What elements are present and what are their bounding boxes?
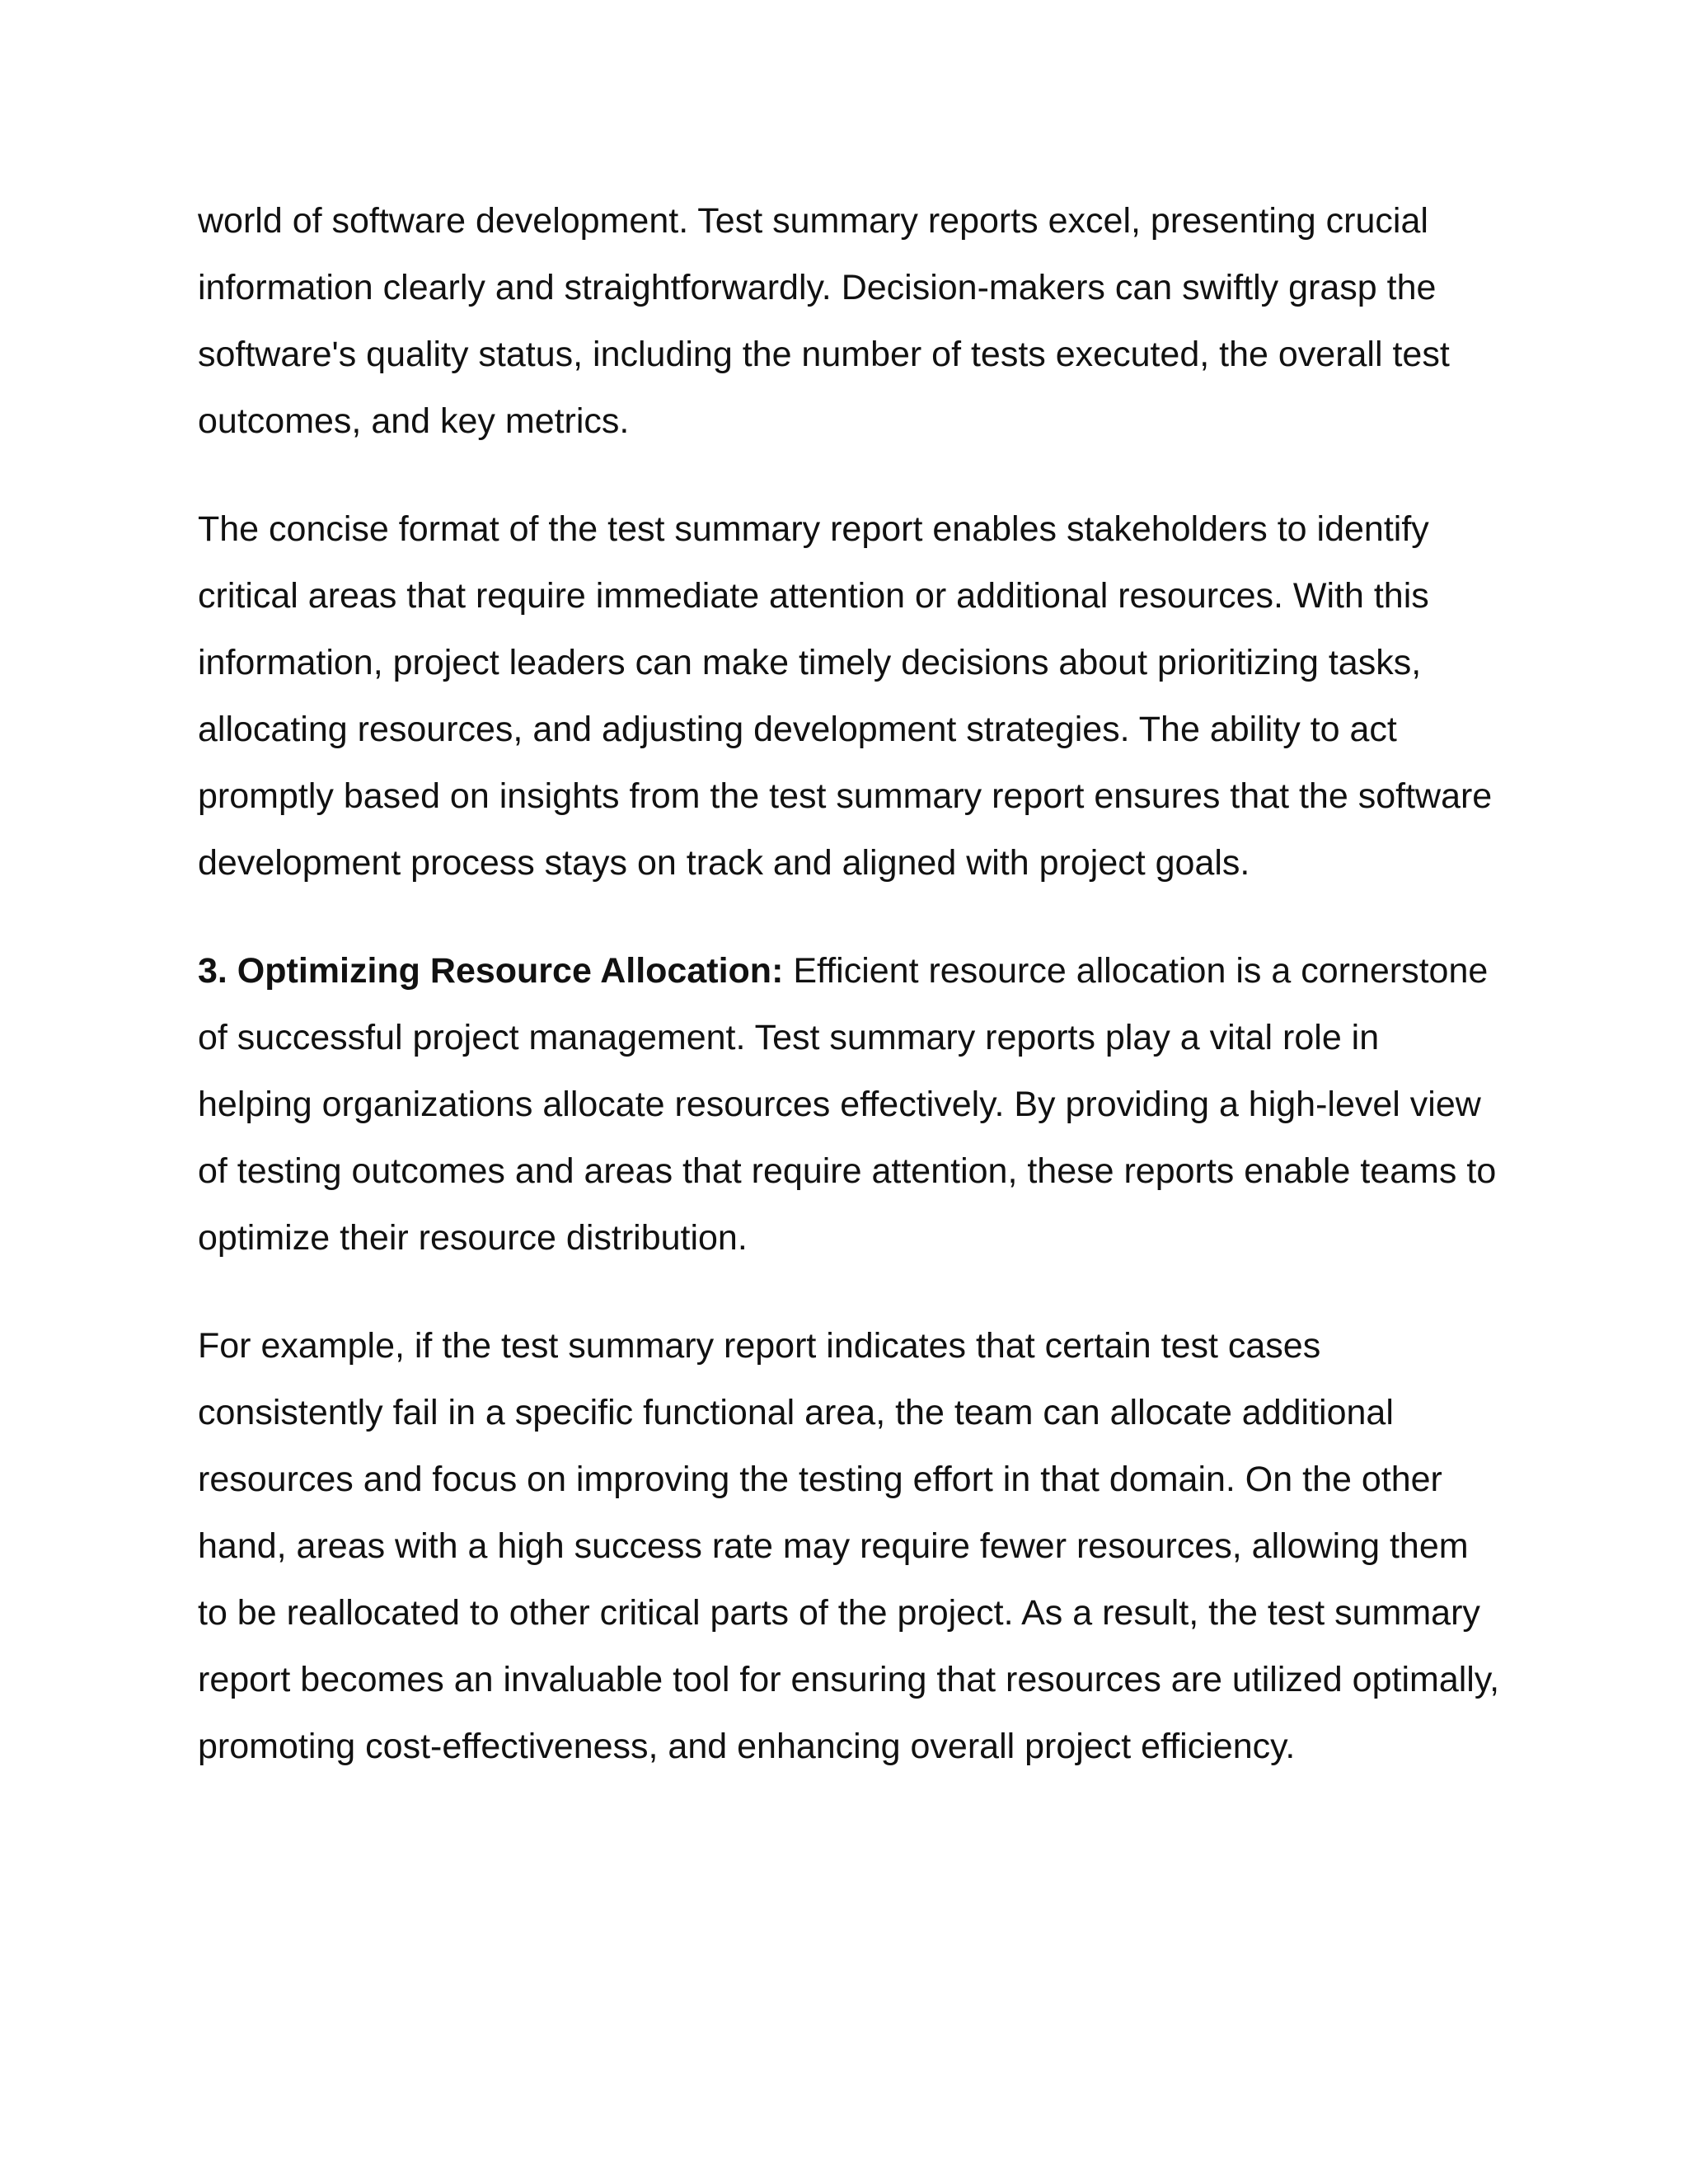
paragraph-example: For example, if the test summary report indicates that certain test cases consistently fail in a specific functional area, the team can allocate additional resources and focus on improving the testing effort in that domain. On the other hand, areas with a high success rate may require fewer resources, allowing them to be reallocated to other critical parts of the project. As a result, the test summary report becomes an invaluable tool for ensuring that resources are utilized optimally, promoting cost-effectiveness, and enhancing overall project efficiency.: [198, 1326, 1500, 1766]
paragraph-intro-continuation: world of software development. Test summary reports excel, presenting crucial information clearly and straightforwardly. Decision-makers can swiftly grasp the software's quality status, including the number of tests executed, the overall test outcomes, and key metrics.: [198, 201, 1450, 441]
paragraph-concise-format: The concise format of the test summary report enables stakeholders to identify critical areas that require immediate attention or additional resources. With this information, project leaders can make timely decisions about prioritizing tasks, allocating resources, and adjusting development strategies. The ability to act promptly based on insights from the test summary report ensures that the software development process stays on track and aligned with project goals.: [198, 509, 1493, 883]
section-heading-resource-allocation: 3. Optimizing Resource Allocation:: [198, 951, 784, 991]
paragraph-resource-allocation-text: Efficient resource allocation is a cornerstone of successful project management. Test summary reports play a vital role in helping organizations allocate resources effectively. By providing a high-level view of testing outcomes and areas that require attention, these reports enable teams to optimize their resource distribution.: [198, 951, 1497, 1258]
document-body: [198, 188, 1500, 1821]
paragraph-resource-allocation: [198, 938, 1500, 1272]
